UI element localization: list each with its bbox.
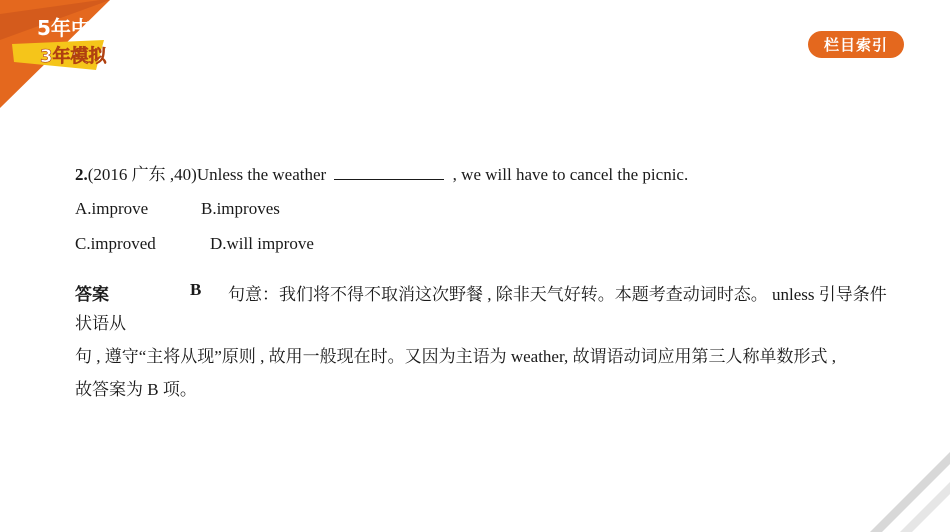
corner-decoration [870, 452, 950, 532]
brand-logo [0, 0, 120, 110]
question-stem-after: , we will have to cancel the picnic. [452, 165, 689, 184]
option-c: C.improved [75, 234, 156, 253]
explanation-line-1: 句意：我们将不得不取消这次野餐 , 除非天气好转。本题考查动词时态。 unless 引导条件 [228, 285, 887, 304]
question-number: 2. [75, 165, 88, 184]
option-b: B.improves [201, 199, 280, 218]
option-a: A.improve [75, 199, 149, 218]
option-d: D.will improve [210, 234, 314, 253]
explanation-line-3: 句 , 遵守“主将从现”原则 , 故用一般现在时。又因为主语为 weather, 故谓语动词应用第三人称单数形式 , [75, 347, 836, 366]
explanation-line-2: 状语从 [75, 314, 126, 333]
question-stem-before: (2016 广东 ,40)Unless the weather [87, 165, 327, 184]
answer-label: 答案 [75, 285, 109, 305]
explanation-line-4: 故答案为 B 项。 [75, 380, 197, 399]
question-stem [75, 164, 688, 185]
index-button[interactable]: 栏目索引 [808, 31, 904, 58]
answer-blank [334, 164, 444, 180]
logo-bottom-text: 3年模拟 [40, 46, 107, 67]
logo-top-text: 5年中考 [37, 16, 111, 40]
answer-letter: B [190, 280, 202, 299]
